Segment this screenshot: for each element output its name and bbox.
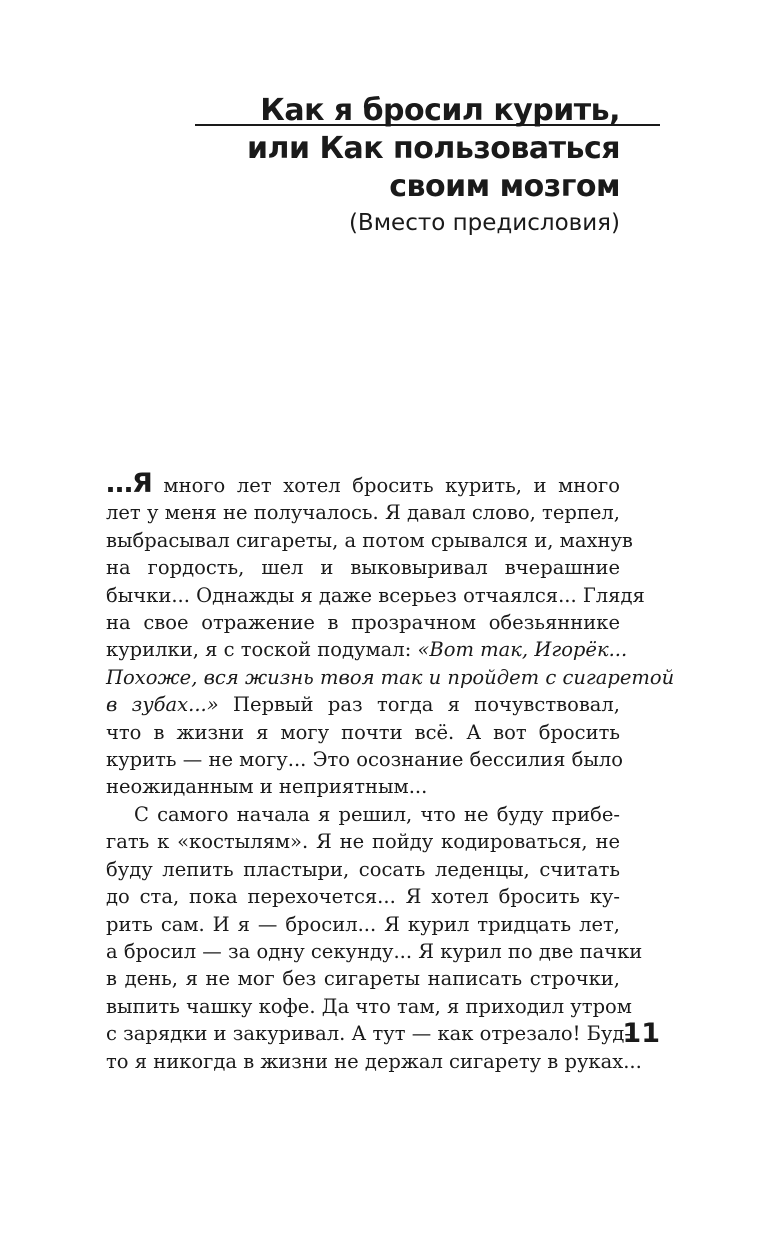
paragraph-1 bbox=[106, 468, 675, 801]
text-line: выбрасывал сигареты, а потом срывался и, махнув bbox=[106, 528, 633, 552]
text-line: лет у меня не получалось. Я давал слово, терпел, bbox=[106, 501, 620, 525]
text-line: выпить чашку кофе. Да что там, я приходил утром bbox=[106, 994, 632, 1018]
text-line bbox=[106, 664, 675, 691]
text-line: в день, я не мог без сигареты написать строчки, bbox=[106, 967, 620, 991]
quote-italic: «Вот так, Игорёк... bbox=[417, 638, 628, 662]
text-line: что в жизни я могу почти всё. А вот бросить bbox=[106, 720, 620, 744]
text-line: до ста, пока перехочется... Я хотел бросить ку- bbox=[106, 885, 620, 909]
text-line: курилки, я с тоской подумал: «Вот так, Игорёк... bbox=[106, 638, 628, 662]
quote-italic: в зубах...» bbox=[106, 693, 219, 717]
text-line: то я никогда в жизни не держал сигарету в руках... bbox=[106, 1049, 642, 1073]
quote-italic: Похоже, вся жизнь твоя так и пройдет с сигаретой bbox=[106, 665, 675, 689]
text-line: рить сам. И я — бросил... Я курил тридцать лет, bbox=[106, 912, 620, 936]
chapter-subtitle: (Вместо предисловия) bbox=[348, 210, 620, 236]
text-line: в зубах...» Первый раз тогда я почувствовал, bbox=[106, 693, 621, 717]
text-line: неожиданным и неприятным... bbox=[106, 775, 428, 799]
text-line: С самого начала я решил, что не буду прибе- bbox=[134, 802, 620, 826]
text-line: курить — не могу... Это осознание бессилия было bbox=[106, 748, 623, 772]
text-line: на свое отражение в прозрачном обезьяннике bbox=[106, 611, 620, 635]
text-line: на гордость, шел и выковыривал вчерашние bbox=[106, 556, 620, 580]
chapter-title-line-1: Как я бросил курить, bbox=[260, 93, 620, 128]
text-line: …Я много лет хотел бросить курить, и много bbox=[106, 468, 621, 499]
text-line: буду лепить пластыри, сосать леденцы, считать bbox=[106, 857, 620, 881]
chapter-title-line-3: своим мозгом bbox=[389, 169, 620, 204]
text-line: бычки... Однажды я даже всерьез отчаялся... Глядя bbox=[106, 583, 645, 607]
page-number: 11 bbox=[622, 1018, 660, 1049]
text-line: а бросил — за одну секунду... Я курил по две пачки bbox=[106, 939, 643, 963]
text-line: с зарядки и закуривал. А тут — как отрезало! Буд- bbox=[106, 1022, 632, 1046]
chapter-title-line-2: или Как пользоваться bbox=[247, 131, 620, 166]
lead-in: …Я bbox=[106, 468, 152, 499]
text-line: гать к «костылям». Я не пойду кодироваться, не bbox=[106, 830, 620, 854]
chapter-heading bbox=[247, 92, 620, 238]
